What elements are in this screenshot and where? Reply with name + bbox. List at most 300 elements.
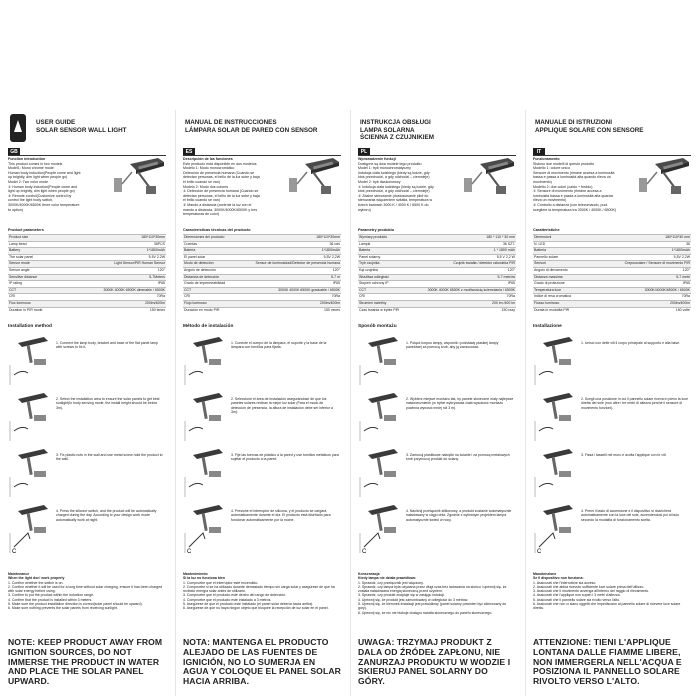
param-value: IP65 [236, 281, 341, 288]
step-illustration-icon [358, 335, 402, 387]
guide-title-line: APPLIQUE SOLARE CON SENSORE [535, 126, 644, 134]
table-row [358, 274, 516, 281]
param-label: CCT [8, 287, 65, 294]
param-label: Flujo luminoso [183, 300, 236, 307]
param-label: Czas trwania w trybie PIR [358, 307, 409, 313]
table-row [533, 307, 691, 313]
maint-item: 3. Confirm to put the product within the induction range. [8, 593, 94, 598]
param-value: 200lm/400lm [65, 300, 166, 307]
safety-note: NOTA: MANTENGA EL PRODUCTO ALEJADO DE LAS FUENTES DE IGNICIÓN, NO LO SUMERJA EN AGUA Y COLOQUE EL PANEL SOLAR HACIA ARRIBA. [183, 637, 341, 687]
intro-line: movimento) [533, 179, 552, 184]
intro-line: Dostępne są dwa modele tego produktu [358, 161, 422, 166]
table-row [183, 235, 341, 242]
function-intro [358, 157, 458, 212]
svg-text:C: C [187, 549, 192, 555]
step-illustration-icon [8, 503, 52, 555]
param-value: 3000K/4000K/6500K / 6500K [591, 287, 691, 294]
maint-item: 2. Sprawdź, czy lampa była używana przez długi czas bez ładowania na słońcu i upewnij się, że została naładowana energią słoneczną przed użyciem. [358, 584, 507, 594]
install-step [533, 335, 691, 391]
step-text: 4. Press the silicone switch, and the product will be automatically charged during the day. According to your design work mode automatically work at night. [56, 509, 157, 522]
step-illustration-icon [533, 503, 577, 555]
guide-title-line: MANUALE DI ISTRUZIONI [535, 119, 612, 126]
intro-line: luminosità bassa e passa a luminosità alta quando [533, 193, 614, 198]
param-label: Indice di resa cromatica [533, 294, 591, 301]
language-tag: PL [358, 148, 370, 156]
step-text: 2. Scegli una posizione in cui il pannello solare riceva in pieno la luce diretta del sole (non oltre i tre metri di altezza perché il sensore di movimento funzioni). [581, 397, 689, 410]
column-es [183, 110, 341, 695]
param-value: 120° [591, 267, 691, 274]
param-value: 5-7 metrów [409, 274, 516, 281]
intro-line: Model 1: tryb monochromatyczny [358, 166, 411, 171]
intro-line: Detección de presencia humana (Cuando se [183, 170, 255, 175]
install-step [533, 447, 691, 503]
step-text: 3. Fix plastic nuts in the wall and use metal screw hold the product to the wall. [56, 453, 163, 462]
table-row [8, 300, 166, 307]
table-row [183, 281, 341, 288]
install-step [183, 335, 341, 391]
intro-line: Model 2: Two color mode [8, 179, 49, 184]
maint-item: 1. Confirm whether the switch is on. [8, 580, 64, 585]
intro-line: scegliere la temperatura tra 3000K / 4000K / 6500K) [533, 207, 617, 212]
intro-line: temperaturas de color) [183, 212, 220, 217]
intro-line: Modello 2: due colori (caldo + freddo) [533, 184, 593, 189]
table-row [533, 281, 691, 288]
step-illustration-icon [533, 335, 577, 387]
maint-item: 5. Asegúrese de que el producto esté instalado (el panel solar debería hacia arriba). [183, 602, 314, 607]
table-row [533, 294, 691, 301]
step-illustration-icon [8, 447, 52, 499]
maint-item: 5. Assicurati che il pannello solare sia rivolto verso l'alto. [533, 597, 621, 602]
param-label: Duración en modo PIR [183, 307, 236, 313]
param-value: 180 * 110 * 30 mm [409, 235, 516, 242]
table-row [183, 241, 341, 248]
intro-line: up brightly, dim light when people go) [8, 175, 68, 180]
table-row [8, 241, 166, 248]
table-row [183, 294, 341, 301]
step-illustration-icon [358, 503, 402, 555]
maint-item: 6. Make sure nothing prevents the solar panels from receiving sunlight. [8, 606, 118, 611]
param-value: 200lm/400lm [591, 300, 691, 307]
install-step [8, 335, 166, 391]
install-step [533, 503, 691, 559]
lamp-product-icon [633, 158, 691, 198]
param-value: 36 SZT. [409, 241, 516, 248]
param-label: Angolo di rilevamento [533, 267, 591, 274]
table-row [533, 241, 691, 248]
param-value: 1*1800mAh [236, 248, 341, 255]
param-value: 5-7 m [236, 274, 341, 281]
table-row [8, 294, 166, 301]
maintenance [183, 572, 341, 611]
table-row [183, 261, 341, 268]
table-row [8, 287, 166, 294]
param-label: Sensor mode [8, 261, 65, 268]
table-row [358, 241, 516, 248]
param-value: 3000K 4000K 6500K graduable / 6500K [236, 287, 341, 294]
param-label: Stopień ochrony IP [358, 281, 409, 288]
guide-title-line: INSTRUKCJA OBSŁUGI [360, 119, 431, 126]
intro-line: Modelo 1: Modo monocromático [183, 166, 235, 171]
param-label: Cuentas [183, 241, 236, 248]
intro-title: Wprowadzenie funkcji [358, 157, 396, 161]
install-step [358, 447, 516, 503]
intro-line: el brillo cuando se van) [183, 179, 220, 184]
table-row [8, 267, 166, 274]
param-value: 5,5V 2,2W [236, 254, 341, 261]
param-label: Flusso luminoso [533, 300, 591, 307]
intro-line: Indukcja ciała ludzkiego (kiedy są ludzie, gdy [358, 170, 430, 175]
param-value: 180*110*30mm [65, 235, 166, 242]
intro-line: Sensore di movimento (rimane accesa a luminosità [533, 170, 615, 175]
param-value: Light Sensor/PIR Human Sensor [65, 261, 166, 268]
table-row [533, 274, 691, 281]
param-value: 36 uds [236, 241, 341, 248]
maint-item: 1. Compruebe que el interruptor esté encendido. [183, 580, 259, 585]
intro-line: ② Controllo a distanza (con telecomando, puoi [533, 202, 608, 207]
divider [183, 155, 341, 156]
param-label: Durata in modalità PIR [533, 307, 591, 313]
table-row [358, 261, 516, 268]
guide-title [360, 119, 434, 142]
maint-item: 4. Compruebe que el producto esté instalado a 3 metros. [183, 597, 272, 602]
params-title: Características técnicas del producto [183, 228, 251, 232]
table-row [358, 235, 516, 242]
intro-line: mando a distancia, 3000K/4000K/6500K y tres [183, 207, 258, 212]
intro-title: Function introduction [8, 157, 46, 161]
param-value: 36PCS [65, 241, 166, 248]
param-value: 150 veces [236, 307, 341, 313]
param-label: CCT [183, 287, 236, 294]
install-step [183, 391, 341, 447]
param-label: Distancia de detección [183, 274, 236, 281]
safety-note: ATTENZIONE: TIENI L'APPLIQUE LONTANA DALLE FIAMME LIBERE, NON IMMERGERLA NELL'ACQUA E POSIZIONA IL PANNELLO SOLARE RIVOLTO VERSO L'ALTO. [533, 637, 682, 687]
param-value: 1 * 1800 mAh [409, 248, 516, 255]
param-value: 180*110*30 mm [591, 235, 691, 242]
table-row [533, 287, 691, 294]
maint-item: 3. Assicurati che il movimento avvenga all'interno del raggio di rilevamento. [533, 589, 650, 594]
step-text: 3. Zamocuj plastikowe nakrętki na ścianie i za pomocą metalowych śrub przymocuj produkt do ściany. [406, 453, 510, 462]
maint-item: 4. Assicurati che l'applique non superi i 3 metri d'altezza. [533, 593, 621, 598]
param-label: Pannello solare [533, 254, 591, 261]
table-row [183, 274, 341, 281]
param-value: 70Ra [591, 294, 691, 301]
svg-text:C: C [12, 549, 17, 555]
column-pl [358, 110, 516, 695]
param-label: CCT [358, 287, 409, 294]
table-row [183, 248, 341, 255]
step-text: 2. Seleccione el área de instalación asegurándose de que los paneles solares reciban la mejor luz solar (Para el modo de detección de presencia, la altura de instalación debe ser inferior a 3m). [231, 397, 333, 414]
guide-title-line: LAMPA SOLARNA [360, 126, 415, 134]
maint-item: 2. Confirm whether it will be used for a long time without solar charging, ensure it has been charged with solar energy before using. [8, 584, 163, 594]
table-row [8, 307, 166, 313]
function-intro [8, 157, 108, 212]
intro-line: detectan personas, el brillo de la luz sube y baja [183, 193, 260, 198]
intro-line: ① Indukcja ciała ludzkiego (kiedy są ludzie, gdy [358, 184, 434, 189]
param-label: Bateria [358, 248, 409, 255]
param-value: IP65 [65, 281, 166, 288]
intro-line: ① Human body induction(People come and [8, 184, 78, 189]
guide-title-line: SOLAR SENSOR WALL LIGHT [36, 126, 127, 134]
param-label: Grado di protezione [533, 281, 591, 288]
intro-line: el brillo cuando se van) [183, 198, 220, 203]
guide-title [535, 119, 643, 134]
intro-line: Modello 1: colore unico [533, 166, 570, 171]
param-label: Strumień świetlny [358, 300, 409, 307]
table-row [533, 300, 691, 307]
maint-subtitle: Se il dispositivo non funziona: [533, 576, 584, 581]
maint-item: 2. Assicurati che abbia ricevuto sufficiente luce solare prima dell'utilizzo. [533, 584, 645, 589]
language-tag: IT [533, 148, 545, 156]
step-text: 1. Połącz korpus lampy, wspornik i podstawę płaskiej lampy panelowej za pomocą śrub, aby ją zamocować. [406, 341, 499, 350]
install-title: Installazione [533, 324, 562, 329]
intro-line: This product comes in two models [8, 161, 63, 166]
param-value: 120° [236, 267, 341, 274]
maint-item: 2. Compruebe si se ha utilizado durante demasiado tiempo sin carga solar y asegúrese de que ha recibido energía solar antes de utilizarlo. [183, 584, 335, 594]
install-step [358, 503, 516, 559]
table-row [8, 281, 166, 288]
guide-title-line: ŚCIENNA Z CZUJNIKIEM [360, 134, 434, 142]
intro-line: Sistono due modelli di questo prodotto [533, 161, 595, 166]
fold-line [350, 110, 351, 696]
step-illustration-icon [533, 447, 577, 499]
params-title: Caratteristiche [533, 228, 560, 232]
intro-title: Descripción de las funciones [183, 157, 233, 161]
maint-item: 3. Compruebe que el producto esté dentro del rango de detección. [183, 593, 287, 598]
param-label: Sensor angle [8, 267, 65, 274]
fold-line [525, 110, 526, 696]
intro-line: wyboru) [358, 207, 371, 212]
lamp-product-icon [283, 158, 341, 198]
params-title: Parametry produktu [358, 228, 395, 232]
intro-line: ① Detección de presencia humana (Cuando se [183, 189, 259, 194]
safety-note: NOTE: KEEP PRODUCT AWAY FROM IGNITION SOURCES, DO NOT IMMERSE THE PRODUCT IN WATER AND PLACE THE SOLAR PANEL UPWARD. [8, 637, 163, 687]
intro-line: ② Remote control(Customize control by [8, 193, 72, 198]
table-row [8, 274, 166, 281]
param-value: 70Ra [409, 294, 516, 301]
maint-item: 3. Sprawdź, czy produkt znajduje się w zasięgu indukcji. [358, 593, 445, 598]
table-row [533, 261, 691, 268]
param-label: Tryb czujnika [358, 261, 409, 268]
param-value: 150 razy [409, 307, 516, 313]
maint-title: Konserwacja [358, 572, 380, 576]
maint-item: 1. Sprawdź, czy przełącznik jest włączony. [358, 580, 424, 585]
param-label: Kąt czujnika [358, 267, 409, 274]
param-label: El panel solar [183, 254, 236, 261]
table-row [358, 294, 516, 301]
param-label: Ángulo de detección [183, 267, 236, 274]
maint-subtitle: When the light don' work properly [8, 576, 65, 581]
install-step [183, 503, 341, 559]
param-value: 180*110*30mm [236, 235, 341, 242]
step-illustration-icon [358, 447, 402, 499]
column-en [8, 110, 166, 695]
param-value: 5-7 metri [591, 274, 691, 281]
maint-item: 6. Asegúrese de que no haya ningún objeto que bloquee la recepción de luz solar en el panel. [183, 606, 329, 611]
maintenance [8, 572, 166, 611]
language-tag: GB [8, 148, 20, 156]
guide-title-line: USER GUIDE [36, 119, 76, 126]
maint-item: 4. Upewnij się, że produkt jest zamontowany w odległości do 3 metrów. [358, 597, 469, 602]
maint-item: 6. Upewnij się, że nic nie blokuje dostępu światła słonecznego do panelu słonecznego. [358, 610, 493, 615]
step-illustration-icon [358, 391, 402, 443]
param-value: Crepuscolare / Sensore di movimento PIR [591, 261, 691, 268]
intro-line: Model 2: tryb dwukolorowy [358, 179, 401, 184]
maint-item: 5. Make sure the product installation direction is correct(solar panel should be upward). [8, 602, 143, 607]
maint-subtitle: Kiedy lampa nie działa prawidłowo [358, 576, 416, 581]
step-illustration-icon [8, 391, 52, 443]
param-value: 1*1800mAh [591, 248, 691, 255]
param-label: Panel solarny [358, 254, 409, 261]
fold-line [175, 110, 176, 696]
maint-item: 6. Assicurati che non ci siano oggetti che impediscano al pannello solare di ricevere luce solare diretta. [533, 602, 681, 611]
safety-note: UWAGA: TRZYMAJ PRODUKT Z DALA OD ŹRÓDEŁ ZAPŁONU, NIE ZANURZAJ PRODUKTU W WODZIE I SKIERUJ PANEL SOLARNY DO GÓRY. [358, 637, 511, 687]
param-value: Sensor de luminosidad/Detector de presencia humana [236, 261, 341, 268]
params-table [8, 234, 166, 313]
svg-text:C: C [537, 549, 542, 555]
maintenance [533, 572, 691, 611]
param-value: 150 times [65, 307, 166, 313]
table-row [358, 281, 516, 288]
param-value: 120° [409, 267, 516, 274]
intro-line: Human body induction(People come and light [8, 170, 81, 175]
table-row [358, 267, 516, 274]
step-illustration-icon [533, 391, 577, 443]
param-value: Czujnik światła / detektor człowieka PIR [409, 261, 516, 268]
table-row [533, 267, 691, 274]
table-row [183, 300, 341, 307]
param-value: 3000K 4000K 6500K dimmable / 6500K [65, 287, 166, 294]
maint-title: Manutenzione [533, 572, 557, 576]
intro-line: to option) [8, 207, 23, 212]
step-text: 4. Presione el interruptor de silicona, y el producto se cargará automáticamente durante el día. El producto está diseñado para funcionar automáticamente por la noche. [231, 509, 331, 522]
step-text: 4. Premi il tasto di accensione e il dispositivo si ricaricherà automaticamente con la luce del sole, accendendosi poi al buio secondo la modalità di funzionamento scelta. [581, 509, 680, 522]
param-value: IP65 [591, 281, 691, 288]
param-label: Sensitive distance [8, 274, 65, 281]
param-label: Dimensioni [533, 235, 591, 242]
param-label: Wrażliwa odległość [358, 274, 409, 281]
param-label: N. LED [533, 241, 591, 248]
param-label: Grado de impermeabilidad [183, 281, 236, 288]
param-label: Duration in PIR mode [8, 307, 65, 313]
table-row [183, 254, 341, 261]
step-text: 3. Fije las tuercas de plástico a la pared y use tornillos metálicos para sujetar el producto a la pared. [231, 453, 339, 462]
table-row [358, 287, 516, 294]
param-label: Temperatura luce [533, 287, 591, 294]
param-label: Batteria [533, 248, 591, 255]
function-intro [183, 157, 283, 217]
intro-line: rileva un movimento) [533, 198, 567, 203]
param-label: Lamp bead [8, 241, 65, 248]
table-row [183, 307, 341, 313]
install-title: Sposób montażu [358, 324, 397, 329]
intro-line: control the light body switch, [8, 198, 54, 203]
step-text: 3. Fissa i tasselli nel muro e avvita l'applique con le viti. [581, 453, 667, 457]
param-label: Distanza massima [533, 274, 591, 281]
param-value: 5-7Meters [65, 274, 166, 281]
step-text: 1. Unisci con delle viti il corpo principale al supporto e alla base. [581, 341, 681, 345]
table-row [8, 235, 166, 242]
intro-line: ① Sensore di movimento (rimane accesa a [533, 189, 602, 194]
param-value: 1*1800mAh [65, 248, 166, 255]
divider [533, 155, 691, 156]
install-step [358, 335, 516, 391]
maint-subtitle: Si la luz no funciona bien [183, 576, 226, 581]
intro-line: ktoś przechodzi, a gdy odchodzi – ciemnieje) [358, 189, 430, 194]
table-row [8, 254, 166, 261]
maint-item: 1. Assicurati che l'interruttore sia acceso. [533, 580, 597, 585]
param-label: IP rating [8, 281, 65, 288]
step-illustration-icon [183, 503, 227, 555]
param-value: 150 volte [591, 307, 691, 313]
param-value: 70Ra [65, 294, 166, 301]
intro-line: 3000K/4000K/6500K three color temperature [8, 202, 80, 207]
param-value: IP65 [409, 281, 516, 288]
install-step [183, 447, 341, 503]
intro-line: detectan personas, el brillo de la luz sube y baja [183, 175, 260, 180]
step-text: 1. Conecte el cuerpo de la lámpara, el soporte y la base de la lámpara con tornillos para fijarla. [231, 341, 327, 350]
maint-item: 5. Upewnij się, że kierunek instalacji jest prawidłowy (panel solarny powinien być skierowany do góry). [358, 602, 507, 611]
brand-logo-icon [8, 112, 28, 144]
intro-title: Funzionamento [533, 157, 560, 161]
divider [8, 155, 166, 156]
guide-title-line: LÁMPARA SOLAR DE PARED CON SENSOR [185, 126, 318, 134]
install-step [8, 391, 166, 447]
param-label: Dimensiones del producto [183, 235, 236, 242]
intro-line: light up brightly, dim light when people go) [8, 189, 75, 194]
guide-title [185, 119, 317, 134]
function-intro [533, 157, 633, 212]
param-label: CRI [183, 294, 236, 301]
table-row [183, 267, 341, 274]
param-label: Batería [183, 248, 236, 255]
table-row [358, 300, 516, 307]
param-value: 5.5V 2.2W [65, 254, 166, 261]
param-label: Product size [8, 235, 65, 242]
params-title: Product parameters [8, 228, 44, 232]
param-label: CRI [8, 294, 65, 301]
intro-line: Model1: Mono chrome mode [8, 166, 54, 171]
param-value: 3000K 4000K 6500K z możliwością ściemniania / 6500K [409, 287, 516, 294]
param-label: Battery [8, 248, 65, 255]
install-step [533, 391, 691, 447]
param-value: 200lm/400lm [236, 300, 341, 307]
step-text: 2. Select the installation area to ensure the solar panels to get best sunlight(In body sensing mode, the install height should be below 3m). [56, 397, 160, 410]
svg-text:C: C [362, 549, 367, 555]
install-title: Installation method [8, 324, 52, 329]
table-row [533, 248, 691, 255]
param-label: The solar panel [8, 254, 65, 261]
install-step [8, 447, 166, 503]
maint-item: 4. Confirm that the product is installed within 3 meters. [8, 597, 93, 602]
maint-title: Maintenance [8, 572, 30, 576]
intro-line: bassa e passa a luminosità alta quando rileva un [533, 175, 611, 180]
intro-line: Modelo 2: Modo dos colores [183, 184, 229, 189]
table-row [358, 254, 516, 261]
param-label: Sensori [533, 261, 591, 268]
param-value: 200 lm /400 lm [409, 300, 516, 307]
param-value: 70Ra [236, 294, 341, 301]
step-illustration-icon [183, 447, 227, 499]
param-value: 5,5 V 2,2 W [409, 254, 516, 261]
intro-line: trzech barwach 3000 K / 4000 K / 6500 K do [358, 202, 429, 207]
param-value: 120° [65, 267, 166, 274]
intro-line: ② Zdalne sterowanie (dostosowanie pilot do [358, 193, 429, 198]
intro-line: sterowania włączeniem światła, temperatura w [358, 198, 433, 203]
step-illustration-icon [183, 335, 227, 387]
params-table [183, 234, 341, 313]
params-table [358, 234, 516, 313]
language-tag: ES [183, 148, 195, 156]
